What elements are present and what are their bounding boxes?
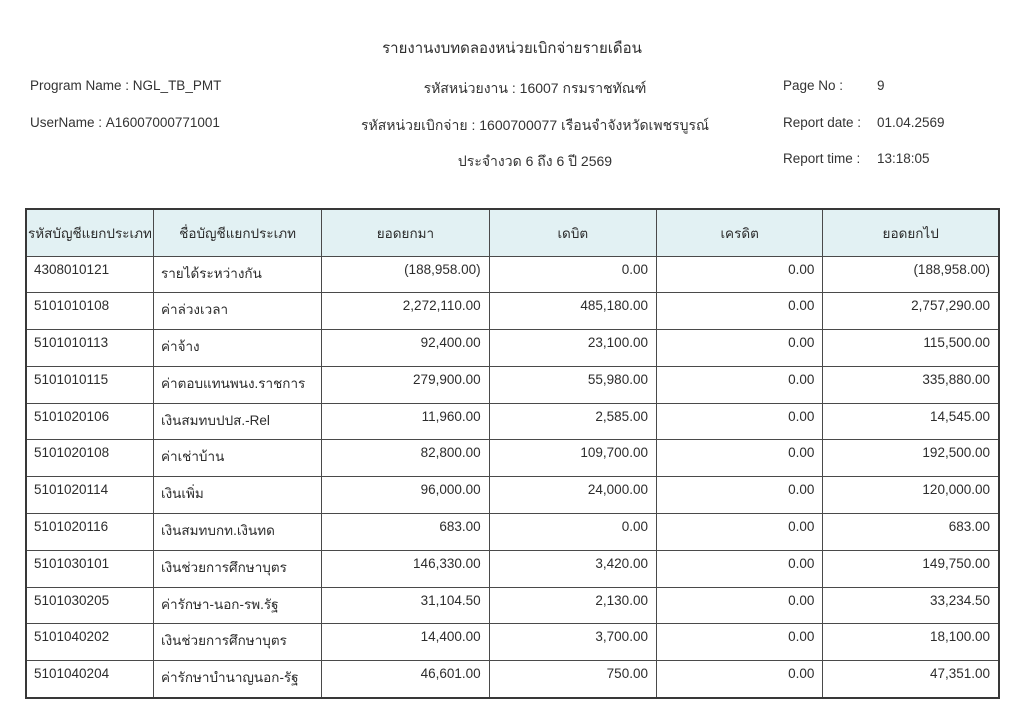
cell-account-code: 5101010115 [26, 366, 153, 403]
cell-debit: 24,000.00 [489, 477, 656, 514]
cell-account-code: 5101040202 [26, 624, 153, 661]
cell-balance-carried-forward: 192,500.00 [823, 440, 999, 477]
table-row [26, 550, 999, 587]
cell-balance-carried-forward: 14,545.00 [823, 403, 999, 440]
cell-credit: 0.00 [656, 440, 822, 477]
cell-balance-brought-forward: 279,900.00 [322, 366, 489, 403]
cell-credit: 0.00 [656, 403, 822, 440]
cell-account-code: 5101010113 [26, 330, 153, 367]
page-no-label: Page No : [783, 78, 844, 93]
cell-account-code: 5101030101 [26, 550, 153, 587]
cell-account-name: ค่ารักษาบำนาญนอก-รัฐ [153, 661, 321, 698]
cell-credit: 0.00 [656, 477, 822, 514]
table-row [26, 366, 999, 403]
cell-account-name: เงินสมทบปปส.-Rel [153, 403, 321, 440]
cell-account-code: 5101020108 [26, 440, 153, 477]
report-title: รายงานงบทดลองหน่วยเบิกจ่ายรายเดือน [382, 40, 642, 57]
cell-debit: 3,420.00 [489, 550, 656, 587]
cell-account-code: 4308010121 [26, 256, 153, 293]
cell-account-name: เงินช่วยการศึกษาบุตร [153, 624, 321, 661]
username-value: A16007000771001 [105, 115, 220, 130]
cell-credit: 0.00 [656, 256, 822, 293]
cell-account-code: 5101010108 [26, 293, 153, 330]
cell-debit: 3,700.00 [489, 624, 656, 661]
cell-debit: 23,100.00 [489, 330, 656, 367]
table-row [26, 440, 999, 477]
program-name-label: Program Name : [30, 78, 130, 93]
cell-credit: 0.00 [656, 550, 822, 587]
cell-account-name: ค่าล่วงเวลา [153, 293, 321, 330]
cell-balance-carried-forward: 120,000.00 [823, 477, 999, 514]
cell-balance-carried-forward: 18,100.00 [823, 624, 999, 661]
cell-balance-carried-forward: 149,750.00 [823, 550, 999, 587]
cell-balance-brought-forward: 2,272,110.00 [322, 293, 489, 330]
cell-balance-brought-forward: 96,000.00 [322, 477, 489, 514]
cell-account-name: ค่าตอบแทนพนง.ราชการ [153, 366, 321, 403]
column-header-balance-carried-forward: ยอดยกไป [823, 209, 999, 256]
cell-balance-brought-forward: 683.00 [322, 514, 489, 551]
cell-balance-carried-forward: 335,880.00 [823, 366, 999, 403]
trial-balance-table [25, 208, 1000, 699]
cell-credit: 0.00 [656, 293, 822, 330]
cell-debit: 55,980.00 [489, 366, 656, 403]
cell-credit: 0.00 [656, 514, 822, 551]
cell-account-name: ค่าจ้าง [153, 330, 321, 367]
cell-balance-carried-forward: 33,234.50 [823, 587, 999, 624]
cell-account-name: ค่ารักษา-นอก-รพ.รัฐ [153, 587, 321, 624]
agency-code-line: รหัสหน่วยงาน : 16007 กรมราชทัณฑ์ [423, 80, 647, 96]
report-time-value: 13:18:05 [877, 151, 930, 166]
cell-credit: 0.00 [656, 661, 822, 698]
table-row [26, 514, 999, 551]
table-row [26, 624, 999, 661]
table-row [26, 661, 999, 698]
cell-account-name: รายได้ระหว่างกัน [153, 256, 321, 293]
cell-balance-carried-forward: 683.00 [823, 514, 999, 551]
period-line: ประจำงวด 6 ถึง 6 ปี 2569 [457, 153, 613, 169]
cell-credit: 0.00 [656, 587, 822, 624]
cell-account-name: เงินเพิ่ม [153, 477, 321, 514]
column-header-account-code: รหัสบัญชีแยกประเภท [26, 209, 153, 256]
cell-account-code: 5101030205 [26, 587, 153, 624]
report-date-value: 01.04.2569 [877, 115, 945, 130]
cell-debit: 109,700.00 [489, 440, 656, 477]
column-header-credit: เครดิต [656, 209, 822, 256]
username-label: UserName : [30, 115, 103, 130]
trial-balance-table-container [25, 208, 1000, 699]
cell-debit: 485,180.00 [489, 293, 656, 330]
cell-account-name: เงินช่วยการศึกษาบุตร [153, 550, 321, 587]
page-no-value: 9 [877, 78, 885, 93]
cell-account-code: 5101020114 [26, 477, 153, 514]
cell-balance-carried-forward: (188,958.00) [823, 256, 999, 293]
cell-account-code: 5101020106 [26, 403, 153, 440]
cell-balance-brought-forward: 11,960.00 [322, 403, 489, 440]
table-row [26, 477, 999, 514]
cell-debit: 2,585.00 [489, 403, 656, 440]
report-date-label: Report date : [783, 115, 862, 130]
cell-balance-brought-forward: 146,330.00 [322, 550, 489, 587]
column-header-account-name: ชื่อบัญชีแยกประเภท [153, 209, 321, 256]
cell-debit: 0.00 [489, 256, 656, 293]
column-header-balance-brought-forward: ยอดยกมา [322, 209, 489, 256]
trial-balance-body [26, 256, 999, 698]
cell-balance-brought-forward: 31,104.50 [322, 587, 489, 624]
table-row [26, 293, 999, 330]
column-header-debit: เดบิต [489, 209, 656, 256]
cell-balance-carried-forward: 47,351.00 [823, 661, 999, 698]
cell-balance-brought-forward: 82,800.00 [322, 440, 489, 477]
table-header-row [26, 209, 999, 256]
cell-credit: 0.00 [656, 330, 822, 367]
table-row [26, 587, 999, 624]
program-name-value: NGL_TB_PMT [132, 78, 222, 93]
table-row [26, 403, 999, 440]
cell-debit: 750.00 [489, 661, 656, 698]
cell-balance-brought-forward: 14,400.00 [322, 624, 489, 661]
cell-account-code: 5101020116 [26, 514, 153, 551]
table-row [26, 330, 999, 367]
report-time-label: Report time : [783, 151, 861, 166]
cell-account-name: ค่าเช่าบ้าน [153, 440, 321, 477]
cell-balance-brought-forward: (188,958.00) [322, 256, 489, 293]
cell-debit: 2,130.00 [489, 587, 656, 624]
table-row [26, 256, 999, 293]
cell-balance-brought-forward: 46,601.00 [322, 661, 489, 698]
cell-balance-carried-forward: 2,757,290.00 [823, 293, 999, 330]
cell-credit: 0.00 [656, 624, 822, 661]
disburse-unit-line: รหัสหน่วยเบิกจ่าย : 1600700077 เรือนจำจังหวัดเพชรบูรณ์ [361, 117, 709, 133]
cell-credit: 0.00 [656, 366, 822, 403]
cell-account-code: 5101040204 [26, 661, 153, 698]
cell-balance-carried-forward: 115,500.00 [823, 330, 999, 367]
cell-debit: 0.00 [489, 514, 656, 551]
cell-account-name: เงินสมทบกท.เงินทด [153, 514, 321, 551]
cell-balance-brought-forward: 92,400.00 [322, 330, 489, 367]
